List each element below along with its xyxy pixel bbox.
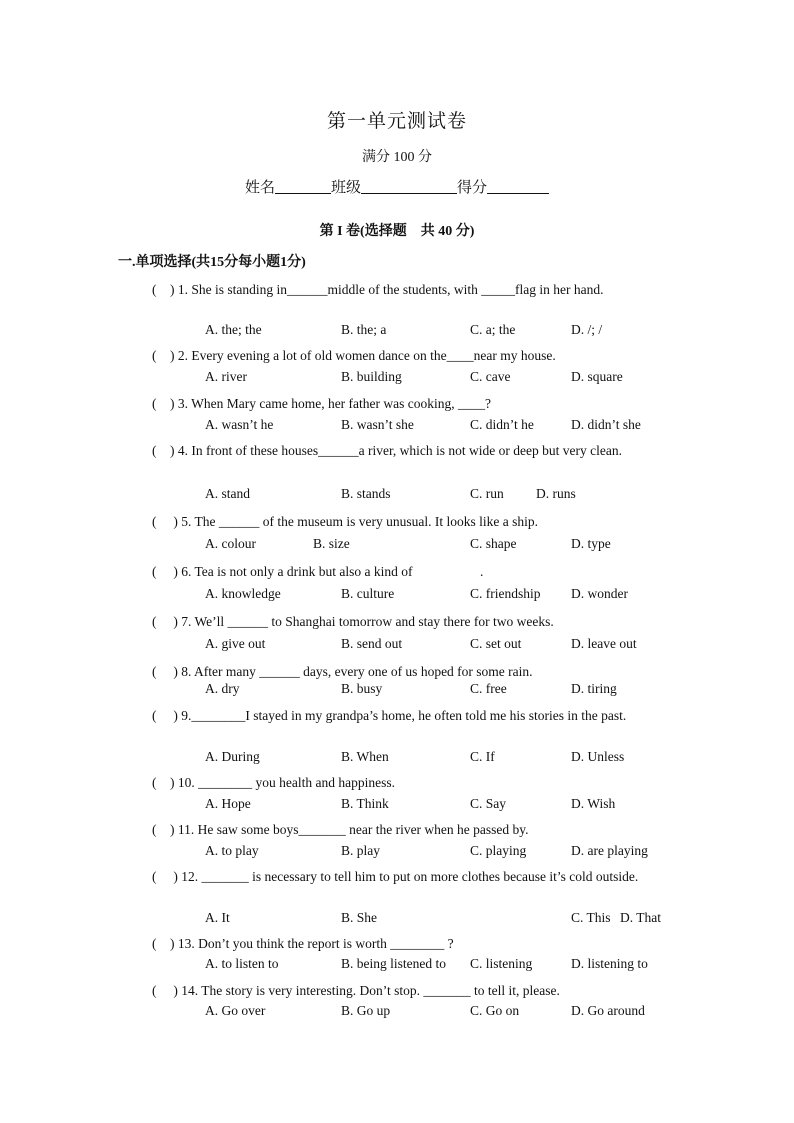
question-13-options <box>0 956 794 976</box>
question-7-options <box>0 636 794 656</box>
option-b[interactable]: B. the; a <box>341 322 387 337</box>
option-d[interactable]: D. listening to <box>571 956 648 971</box>
option-d[interactable]: D. are playing <box>571 843 648 858</box>
option-c[interactable]: C. Go on <box>470 1003 520 1018</box>
question-12: ( ) 12. _______ is necessary to tell him to put on more clothes because it’s cold outside. <box>152 869 639 884</box>
question-9: ( ) 9.________I stayed in my grandpa’s home, he often told me his stories in the past. <box>152 708 627 723</box>
option-a[interactable]: A. It <box>205 910 230 925</box>
option-c[interactable]: C. shape <box>470 536 517 551</box>
option-b[interactable]: B. being listened to <box>341 956 446 971</box>
class-label: 班级 <box>330 180 361 196</box>
question-5-options <box>0 536 794 556</box>
option-c[interactable]: C. run <box>470 486 504 501</box>
question-6: ( ) 6. Tea is not only a drink but also a kind of . <box>152 564 484 579</box>
option-a[interactable]: A. to play <box>205 843 259 858</box>
grade-label: 得分 <box>457 180 488 196</box>
option-a[interactable]: A. wasn’t he <box>205 417 274 432</box>
section-heading: 一.单项选择(共15分每小题1分) <box>118 255 306 270</box>
question-10-options <box>0 796 794 816</box>
option-c[interactable]: C. Say <box>470 796 507 811</box>
question-4-options <box>0 486 794 506</box>
option-d[interactable]: D. square <box>571 369 623 384</box>
option-b[interactable]: B. play <box>341 843 380 858</box>
student-info-line <box>0 176 794 197</box>
question-13: ( ) 13. Don’t you think the report is worth ________ ? <box>152 936 454 951</box>
option-d[interactable]: D. didn’t she <box>571 417 641 432</box>
page-title: 第一单元测试卷 <box>326 111 467 132</box>
option-d[interactable]: D. leave out <box>571 636 637 651</box>
option-b[interactable]: B. culture <box>341 586 395 601</box>
option-a[interactable]: A. During <box>205 749 260 764</box>
question-10: ( ) 10. ________ you health and happiness. <box>152 775 395 790</box>
option-a[interactable]: A. Go over <box>205 1003 266 1018</box>
option-c[interactable]: C. a; the <box>470 322 516 337</box>
name-label: 姓名 <box>244 180 275 196</box>
question-11: ( ) 11. He saw some boys_______ near the river when he passed by. <box>152 822 529 837</box>
option-a[interactable]: A. stand <box>205 486 250 501</box>
full-score: 满分 100 分 <box>362 150 432 165</box>
option-b[interactable]: B. Think <box>341 796 389 811</box>
option-d[interactable]: D. tiring <box>571 681 617 696</box>
option-c[interactable]: C. listening <box>470 956 533 971</box>
option-b[interactable]: B. send out <box>341 636 403 651</box>
option-b[interactable]: B. When <box>341 749 389 764</box>
question-8: ( ) 8. After many ______ days, every one of us hoped for some rain. <box>152 664 533 679</box>
option-c[interactable]: C. friendship <box>470 586 541 601</box>
option-b[interactable]: B. size <box>313 536 350 551</box>
option-a[interactable]: A. knowledge <box>205 586 281 601</box>
option-d[interactable]: D. Wish <box>571 796 616 811</box>
option-a[interactable]: A. colour <box>205 536 256 551</box>
question-2: ( ) 2. Every evening a lot of old women dance on the____near my house. <box>152 348 556 363</box>
name-blank[interactable] <box>275 179 331 194</box>
question-14-options <box>0 1003 794 1023</box>
question-11-options <box>0 843 794 863</box>
question-9-options <box>0 749 794 769</box>
option-a[interactable]: A. Hope <box>205 796 251 811</box>
option-c[interactable]: C. playing <box>470 843 527 858</box>
question-12-options <box>0 910 794 930</box>
question-1: ( ) 1. She is standing in______middle of the students, with _____flag in her hand. <box>152 282 604 297</box>
option-b[interactable]: B. busy <box>341 681 383 696</box>
question-3-options <box>0 417 794 437</box>
option-c[interactable]: C. didn’t he <box>470 417 534 432</box>
option-a[interactable]: A. give out <box>205 636 266 651</box>
option-b[interactable]: B. building <box>341 369 402 384</box>
option-b[interactable]: B. wasn’t she <box>341 417 414 432</box>
option-a[interactable]: A. river <box>205 369 247 384</box>
option-a[interactable]: A. the; the <box>205 322 262 337</box>
option-a[interactable]: A. to listen to <box>205 956 279 971</box>
question-7: ( ) 7. We’ll ______ to Shanghai tomorrow and stay there for two weeks. <box>152 614 554 629</box>
option-d[interactable]: D. type <box>571 536 611 551</box>
question-3: ( ) 3. When Mary came home, her father was cooking, ____? <box>152 396 492 411</box>
grade-blank[interactable] <box>487 179 549 194</box>
option-c[interactable]: C. This <box>571 910 611 925</box>
option-b[interactable]: B. She <box>341 910 378 925</box>
question-4: ( ) 4. In front of these houses______a river, which is not wide or deep but very clean. <box>152 443 622 458</box>
question-5: ( ) 5. The ______ of the museum is very unusual. It looks like a ship. <box>152 514 538 529</box>
option-d[interactable]: D. runs <box>536 486 576 501</box>
option-c[interactable]: C. set out <box>470 636 522 651</box>
option-b[interactable]: B. Go up <box>341 1003 391 1018</box>
option-d[interactable]: D. Unless <box>571 749 625 764</box>
option-d[interactable]: D. That <box>620 910 661 925</box>
question-6-options <box>0 586 794 606</box>
option-d[interactable]: D. wonder <box>571 586 628 601</box>
option-b[interactable]: B. stands <box>341 486 391 501</box>
option-d[interactable]: D. Go around <box>571 1003 645 1018</box>
part-heading: 第 I 卷(选择题 共 40 分) <box>319 224 475 239</box>
option-c[interactable]: C. cave <box>470 369 511 384</box>
option-c[interactable]: C. If <box>470 749 495 764</box>
question-2-options <box>0 369 794 389</box>
question-14: ( ) 14. The story is very interesting. Don’t stop. _______ to tell it, please. <box>152 983 560 998</box>
class-blank[interactable] <box>361 179 457 194</box>
option-d[interactable]: D. /; / <box>571 322 603 337</box>
option-c[interactable]: C. free <box>470 681 507 696</box>
question-1-options <box>0 322 794 342</box>
option-a[interactable]: A. dry <box>205 681 240 696</box>
question-8-options <box>0 681 794 701</box>
